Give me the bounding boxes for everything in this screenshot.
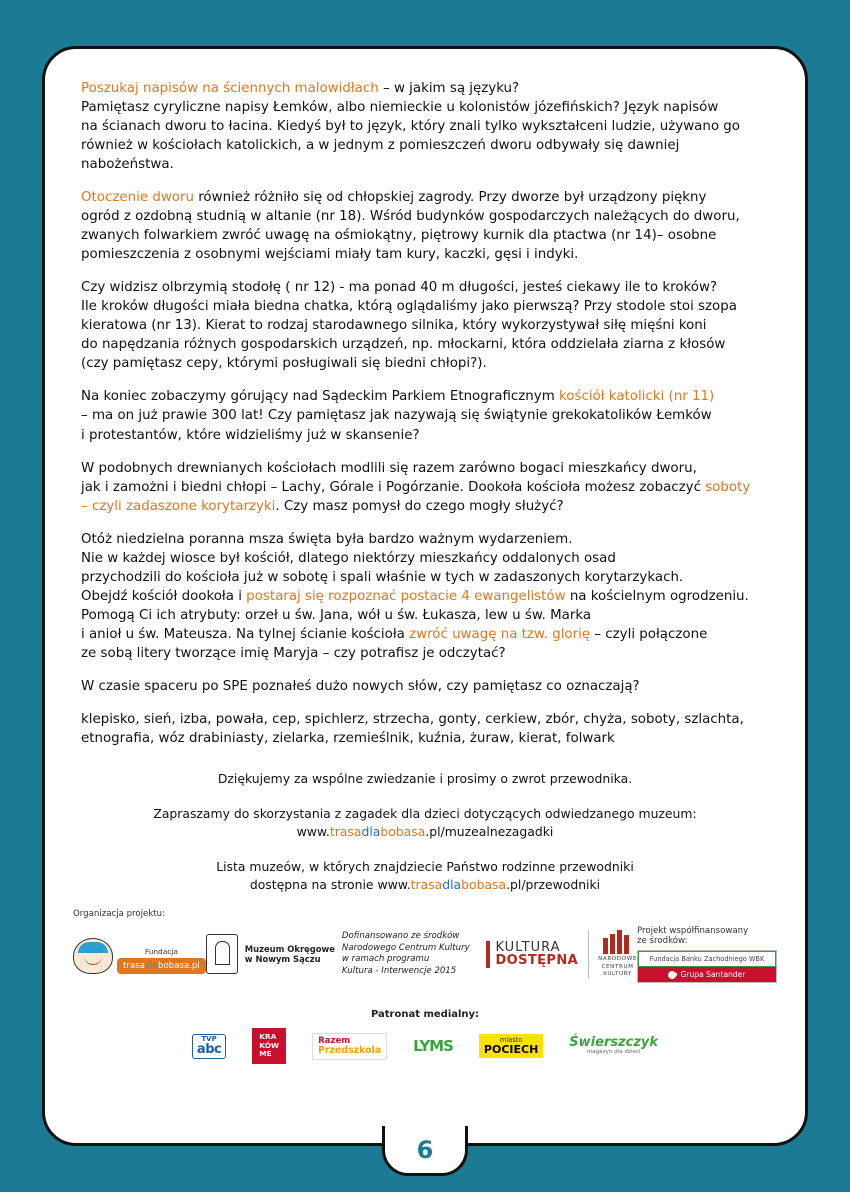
text-line — [81, 354, 769, 373]
text-line — [81, 387, 769, 406]
page-number-tab — [382, 1126, 468, 1176]
document-page — [42, 46, 808, 1146]
text-line — [81, 245, 769, 264]
text-line — [81, 606, 769, 625]
krakow-line-3: ME — [259, 1049, 272, 1059]
paragraph — [81, 387, 769, 444]
text-line — [81, 478, 769, 497]
paragraph — [81, 278, 769, 373]
highlight-text: zwróć uwagę na tzw. glorię — [409, 626, 591, 642]
body-text: przychodzili do kościoła już w sobotę i spali właśnie w tych w zadaszonych korytarzykach. — [81, 569, 684, 585]
krakow-line-1: KRA — [259, 1032, 277, 1042]
url-trasa: trasa — [329, 824, 362, 840]
body-text: Otóż niedzielna poranna msza święta była bardzo ważnym wydarzeniem. — [81, 531, 573, 547]
url-prefix-2: dostępna na stronie www. — [249, 877, 411, 893]
text-line — [81, 117, 769, 136]
page-tab-cover — [385, 1072, 465, 1080]
funding-note — [342, 931, 487, 977]
page-content — [45, 49, 805, 895]
text-line — [81, 406, 769, 425]
abc-text: abc — [196, 1041, 222, 1057]
body-text: etnografia, wóz drabiniasty, zielarka, rzemieślnik, kuźnia, żuraw, kierat, folwark — [81, 730, 615, 746]
cofinancing-line-2: ze środków: — [637, 936, 688, 947]
body-text: kieratowa (nr 13). Kierat to rodzaj starodawnego silnika, który wykorzystywał siłę mięśni koni — [81, 318, 707, 334]
museum-list-line: Lista muzeów, w których znajdziecie Państwo rodzinne przewodniki — [216, 858, 634, 874]
body-text: W czasie spaceru po SPE poznałeś dużo nowych słów, czy pamiętasz co oznaczają? — [81, 678, 640, 694]
body-text: do napędzania różnych gospodarskich urządzeń, np. młockarni, która oddzielała ziarna z kłosów — [81, 337, 726, 353]
grupa-santander-label — [638, 967, 776, 982]
badge-dla: dla — [144, 961, 159, 972]
nck-line-3: KULTURY — [603, 971, 632, 978]
text-line — [81, 188, 769, 207]
paragraph — [81, 530, 769, 663]
body-text: klepisko, sień, izba, powała, cep, spichlerz, strzecha, gonty, cerkiew, zbór, chyża, soboty, szlachta, — [81, 711, 744, 727]
thanks-line: Dziękujemy za wspólne zwiedzanie i prosimy o zwrot przewodnika. — [217, 770, 633, 786]
nck-text — [598, 956, 637, 979]
paragraph-list — [81, 79, 769, 748]
body-text: pomieszczenia z osobnymi wejściami miały tam kury, kaczki, gęsi i indyki. — [81, 247, 579, 263]
body-text: – czyli połączone — [590, 626, 708, 642]
text-line — [81, 710, 769, 729]
media-partners-row — [73, 1032, 777, 1060]
paragraph — [81, 459, 769, 516]
closing-block — [81, 770, 769, 895]
text-line — [81, 79, 769, 98]
funding-line-1: Dofinansowano ze środków — [341, 931, 460, 942]
text-line — [81, 155, 769, 174]
funding-line-3: w ramach programu — [341, 954, 430, 965]
fundacja-logo — [73, 938, 206, 974]
url-bobasa-2: bobasa — [461, 877, 507, 893]
url-trasa-2: trasa — [410, 877, 443, 893]
text-line — [81, 207, 769, 226]
razem-przedszkola-logo[interactable] — [312, 1032, 387, 1060]
sponsor-row — [73, 926, 777, 983]
miasto-line-2: POCIECH — [483, 1042, 539, 1056]
body-text: zwanych folwarkiem zwróć uwagę na ośmiokątny, piętrowy kurnik dla ptactwa (nr 14)– osobne — [81, 228, 717, 244]
cofinancing-line-1: Projekt współfinansowany — [637, 925, 749, 936]
paragraph — [81, 188, 769, 264]
url-prefix: www. — [296, 824, 330, 840]
patronat-label: Patronat medialny: — [370, 1009, 480, 1021]
museum-list-block — [81, 858, 769, 895]
museum-list-url[interactable] — [81, 876, 769, 895]
nck-logo — [588, 930, 637, 979]
highlight-text: Otoczenie dworu — [81, 190, 194, 206]
kultura-dostepna-text — [486, 941, 578, 968]
text-line — [81, 297, 769, 316]
body-text: Czy widzisz olbrzymią stodołę ( nr 12) - ma ponad 40 m długości, jesteś ciekawy ile to kroków? — [81, 280, 718, 296]
text-line — [81, 98, 769, 117]
text-line — [81, 530, 769, 549]
text-line — [81, 625, 769, 644]
swierszczyk-logo[interactable] — [569, 1032, 658, 1060]
body-text: (czy pamiętasz cepy, którymi posługiwali się biedni chłopi?). — [81, 356, 487, 372]
nck-line-1: NARODOWE — [598, 956, 637, 963]
cofinancing-block — [637, 926, 777, 983]
santander-text: Grupa Santander — [680, 970, 746, 980]
body-text: – ma on już prawie 300 lat! Czy pamiętasz jak nazywają się świątynie grekokatolików Łemków — [81, 408, 712, 424]
url-dla: dla — [361, 824, 381, 840]
museum-name — [245, 944, 335, 966]
paragraph — [81, 79, 769, 174]
dostepna-word: DOSTĘPNA — [495, 953, 579, 969]
highlight-text: Poszukaj napisów na ściennych malowidłach — [81, 81, 379, 96]
url-bobasa: bobasa — [380, 824, 426, 840]
body-text: Obejdź kościół dookoła i — [81, 588, 247, 604]
tvp-abc-logo[interactable] — [192, 1032, 226, 1060]
text-line — [81, 426, 769, 445]
muzeum-okregowe-logo — [206, 934, 342, 974]
text-line — [81, 587, 769, 606]
krakow-line-2: KÓW — [259, 1040, 280, 1050]
body-text: Nie w każdej wiosce był kościół, dlatego niektórzy mieszkańcy oddalonych osad — [81, 550, 616, 566]
kultura-word: KULTURA — [495, 939, 561, 955]
body-text: . Czy masz pomysł do czego mogły służyć? — [275, 498, 564, 514]
highlight-text: – czyli zadaszone korytarzyki — [81, 498, 276, 514]
funding-line-2: Narodowego Centrum Kultury — [341, 942, 470, 953]
flame-icon — [667, 969, 678, 980]
body-text: na kościelnym ogrodzeniu. — [565, 588, 749, 604]
body-text: Na koniec zobaczymy górujący nad Sądeckim Parkiem Etnograficznym — [81, 389, 560, 405]
cofinancing-label — [637, 926, 777, 947]
invite-line: Zapraszamy do skorzystania z zagadek dla dzieci dotyczących odwiedzanego muzeum: — [153, 805, 697, 821]
text-line — [81, 568, 769, 587]
body-text: Pomogą Ci ich atrybuty: orzeł u św. Jana, wół u św. Łukasza, lew u św. Marka — [81, 607, 592, 623]
body-text: – w jakim są języku? — [378, 81, 520, 96]
page-number: 6 — [416, 1135, 434, 1164]
lyms-text: LYMS — [413, 1037, 453, 1056]
badge-bobasa: bobasa.pl — [158, 961, 200, 972]
body-text: W podobnych drewnianych kościołach modlili się razem zarówno bogaci mieszkańcy dworu, — [81, 460, 697, 476]
highlight-text: postaraj się rozpoznać postacie 4 ewangelistów — [246, 588, 566, 604]
miasto-line-1: miasto — [499, 1035, 523, 1044]
url-suffix-2: .pl/przewodniki — [506, 877, 601, 893]
swierszczyk-subtitle: magazyn dla dzieci — [586, 1049, 641, 1056]
razem-line-1: Razem — [318, 1035, 351, 1046]
body-text: również w kościołach katolickich, a w jednym z pomieszczeń dworu odbywały się dawniej — [81, 138, 680, 154]
museum-line-2: w Nowym Sączu — [244, 954, 321, 965]
organization-label: Organizacja projektu: — [73, 909, 166, 919]
body-text: ogród z ozdobną studnią w altanie (nr 18). Wśród budynków gospodarczych należących do dworu, — [81, 209, 740, 225]
body-text: ze sobą litery tworzące imię Maryja – czy potrafisz je odczytać? — [81, 645, 506, 661]
body-text: i anioł u św. Mateusza. Na tylnej ścianie kościoła — [81, 626, 410, 642]
funding-line-4: Kultura - Interwencje 2015 — [341, 966, 457, 977]
paragraph — [81, 710, 769, 748]
tvp-text: TVP — [201, 1034, 217, 1043]
kultura-dostepna-logo — [486, 930, 637, 979]
nck-bars-icon — [603, 930, 633, 954]
highlight-text: soboty — [705, 479, 751, 495]
text-line — [81, 136, 769, 155]
miasto-pociech-logo[interactable] — [479, 1032, 543, 1060]
body-text: również różniło się od chłopskiej zagrody. Przy dworze był urządzony piękny — [193, 190, 707, 206]
trasadlabobasa-badge[interactable] — [117, 958, 206, 974]
body-text: Pamiętasz cyryliczne napisy Łemków, albo niemieckie u kolonistów józefińskich? Język napisów — [81, 100, 719, 116]
nck-line-2: CENTRUM — [601, 963, 634, 970]
body-text: i protestantów, które widzieliśmy już w skansenie? — [81, 427, 420, 443]
text-line — [81, 226, 769, 245]
museum-line-1: Muzeum Okręgowe — [244, 943, 335, 954]
fundacja-label: Fundacja — [144, 947, 178, 957]
body-text: Ile kroków długości miała biedna chatka, którą oglądaliśmy jako pierwszą? Przy stodole stoi szopa — [81, 299, 737, 315]
invite-url[interactable] — [81, 823, 769, 842]
body-text: nabożeństwa. — [81, 157, 174, 173]
text-line — [81, 497, 769, 516]
text-line — [81, 677, 769, 696]
razem-line-2: Przedszkola — [318, 1044, 382, 1056]
highlight-text: kościół katolicki (nr 11) — [559, 389, 715, 405]
invite-block — [81, 805, 769, 842]
santander-logo — [637, 950, 777, 983]
text-line — [81, 729, 769, 748]
lyms-logo[interactable] — [413, 1032, 453, 1060]
museum-mark-icon — [206, 934, 238, 974]
url-suffix: .pl/muzealnezagadki — [425, 824, 554, 840]
krakow-logo[interactable] — [252, 1032, 286, 1060]
body-text: na ścianach dworu to łacina. Kiedyś był to język, który znali tylko wykształceni ludzie, używano go — [81, 119, 740, 135]
fundacja-logo-block — [73, 934, 206, 974]
text-line — [81, 335, 769, 354]
footer-logos — [45, 909, 805, 1060]
text-line — [81, 316, 769, 335]
text-line — [81, 459, 769, 478]
text-line — [81, 278, 769, 297]
swierszczyk-title: Świerszczyk — [569, 1035, 659, 1051]
text-line — [81, 549, 769, 568]
baby-face-icon — [73, 938, 113, 974]
badge-trasa: trasa — [123, 961, 145, 972]
body-text: jak i zamożni i biedni chłopi – Lachy, Górale i Pogórzanie. Dookoła kościoła możesz zobaczyć — [81, 479, 706, 495]
text-line — [81, 644, 769, 663]
fundacja-bzwbk-label: Fundacja Banku Zachodniego WBK — [638, 951, 776, 967]
url-dla-2: dla — [442, 877, 462, 893]
paragraph — [81, 677, 769, 696]
